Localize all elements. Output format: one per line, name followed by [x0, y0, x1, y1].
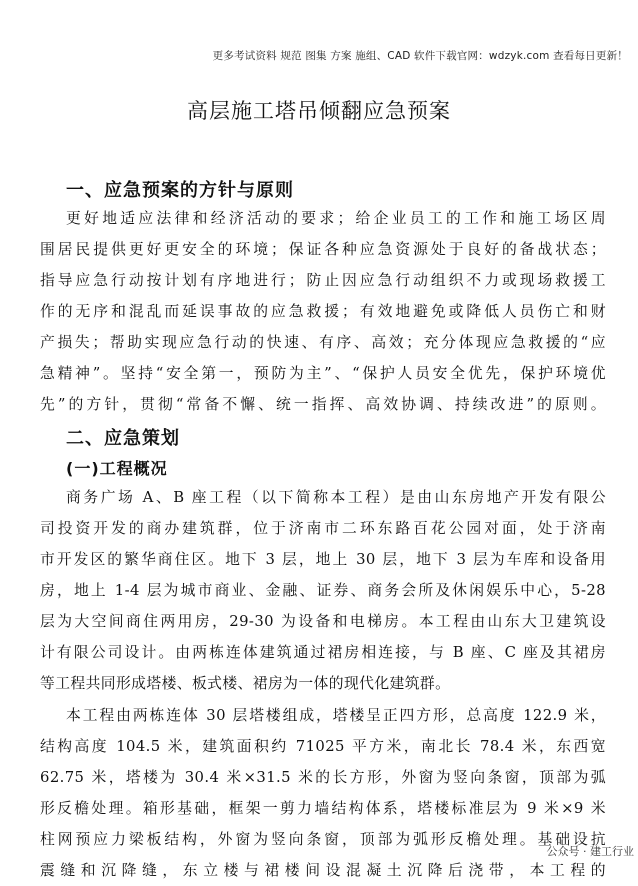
text-line: 等工程共同形成塔楼、板式楼、裙房为一体的现代化建筑群。 [40, 675, 451, 692]
section-heading-2: 二、应急策划 [66, 428, 180, 449]
text-line: 柱网预应力梁板结构，外窗为竖向条窗，顶部为弧形反檐处理。基础设抗 [40, 831, 606, 848]
watermark-label: 公众号 · 建工行业 [546, 845, 634, 858]
text-line: 62.75 米，塔楼为 30.4 米×31.5 米的长方形，外窗为竖向条窗，顶部为弧 [40, 769, 606, 786]
text-line: 指导应急行动按计划有序地进行；防止因应急行动组织不力或现场救援工 [40, 272, 606, 289]
text-line: 震缝和沉降缝，东立楼与裙楼间设混凝土沉降后浇带，本工程的 [40, 862, 606, 879]
text-line: 形反檐处理。箱形基础，框架一剪力墙结构体系，塔楼标准层为 9 米×9 米 [40, 800, 606, 817]
text-line: 商务广场 A、B 座工程（以下简称本工程）是由山东房地产开发有限公 [66, 489, 606, 506]
section-heading-1: 一、应急预案的方针与原则 [66, 180, 294, 201]
subsection-heading: (一)工程概况 [66, 459, 168, 478]
project-overview-paragraph-1 [40, 482, 606, 699]
text-line: 市开发区的繁华商住区。地下 3 层，地上 30 层，地下 3 层为车库和设备用 [40, 551, 606, 568]
text-line: 急精神”。坚持“安全第一，预防为主”、“保护人员安全优先，保护环境优 [40, 365, 606, 382]
header-note: 更多考试资料 规范 图集 方案 施组、CAD 软件下载官网：wdzyk.com 查看每日更新！ [212, 50, 628, 62]
document-title: 高层施工塔吊倾翻应急预案 [187, 99, 451, 123]
text-line: 本工程由两栋连体 30 层塔楼组成，塔楼呈正四方形，总高度 122.9 米， [66, 707, 606, 724]
text-line: 产损失；帮助实现应急行动的快速、有序、高效；充分体现应急救援的“应 [40, 334, 606, 351]
text-line: 先”的方针，贯彻“常备不懈、统一指挥、高效协调、持续改进”的原则。 [40, 396, 606, 413]
text-line: 计有限公司设计。由两栋连体建筑通过裙房相连接，与 B 座、C 座及其裙房 [40, 644, 606, 661]
text-line: 围居民提供更好更安全的环境；保证各种应急资源处于良好的备战状态； [40, 241, 606, 258]
text-line: 司投资开发的商办建筑群，位于济南市二环东路百花公园对面，处于济南 [40, 520, 606, 537]
text-line: 更好地适应法律和经济活动的要求；给企业员工的工作和施工场区周 [66, 210, 606, 227]
text-line: 层为大空间商住两用房，29-30 为设备和电梯房。本工程由山东大卫建筑设 [40, 613, 606, 630]
text-line: 房，地上 1-4 层为城市商业、金融、证券、商务会所及休闲娱乐中心，5-28 [40, 582, 606, 599]
section-1-paragraph [40, 203, 606, 420]
text-line: 结构高度 104.5 米，建筑面积约 71025 平方米，南北长 78.4 米，东西宽 [40, 738, 606, 755]
text-line: 作的无序和混乱而延误事故的应急救援；有效地避免或降低人员伤亡和财 [40, 303, 606, 320]
